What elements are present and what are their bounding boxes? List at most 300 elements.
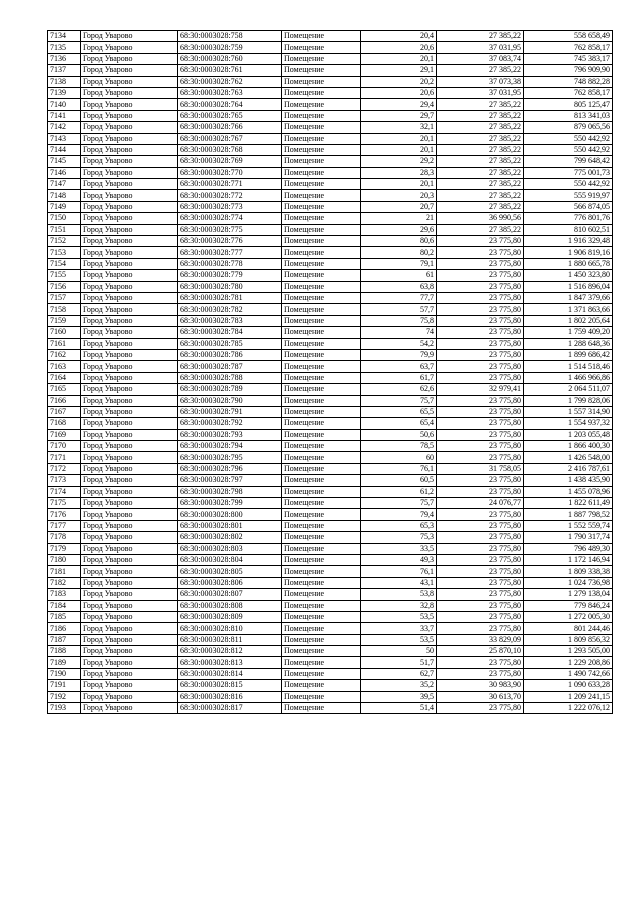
object-type-cell: Помещение [282,668,361,679]
specific-value-cell: 23 775,80 [437,236,524,247]
object-type-cell: Помещение [282,87,361,98]
row-number-cell: 7159 [48,315,81,326]
table-row [48,65,613,76]
area-cell: 63,8 [361,281,437,292]
specific-value-cell: 23 775,80 [437,338,524,349]
cadastral-value-cell: 2 064 511,07 [524,384,613,395]
cadastral-number-cell: 68:30:0003028:783 [178,315,282,326]
cadastral-number-cell: 68:30:0003028:760 [178,53,282,64]
specific-value-cell: 23 775,80 [437,247,524,258]
specific-value-cell: 23 775,80 [437,395,524,406]
specific-value-cell: 37 031,95 [437,87,524,98]
table-row [48,224,613,235]
specific-value-cell: 24 076,77 [437,498,524,509]
table-row [48,680,613,691]
table-row [48,270,613,281]
object-type-cell: Помещение [282,213,361,224]
cadastral-number-cell: 68:30:0003028:806 [178,577,282,588]
specific-value-cell: 32 979,41 [437,384,524,395]
area-cell: 29,2 [361,156,437,167]
cadastral-value-cell: 1 222 076,12 [524,703,613,714]
row-number-cell: 7148 [48,190,81,201]
table-row [48,543,613,554]
locality-cell: Город Уварово [81,87,178,98]
row-number-cell: 7149 [48,201,81,212]
cadastral-number-cell: 68:30:0003028:792 [178,418,282,429]
row-number-cell: 7160 [48,327,81,338]
cadastral-number-cell: 68:30:0003028:790 [178,395,282,406]
cadastral-value-cell: 1 279 138,04 [524,589,613,600]
specific-value-cell: 23 775,80 [437,441,524,452]
table-row [48,179,613,190]
cadastral-value-cell: 762 858,17 [524,42,613,53]
object-type-cell: Помещение [282,589,361,600]
locality-cell: Город Уварово [81,190,178,201]
specific-value-cell: 23 775,80 [437,349,524,360]
specific-value-cell: 27 385,22 [437,144,524,155]
row-number-cell: 7147 [48,179,81,190]
object-type-cell: Помещение [282,122,361,133]
specific-value-cell: 31 758,05 [437,463,524,474]
table-row [48,99,613,110]
area-cell: 20,6 [361,42,437,53]
area-cell: 75,7 [361,498,437,509]
cadastral-number-cell: 68:30:0003028:791 [178,406,282,417]
cadastral-value-cell: 801 244,46 [524,623,613,634]
area-cell: 75,8 [361,315,437,326]
locality-cell: Город Уварово [81,65,178,76]
area-cell: 74 [361,327,437,338]
cadastral-value-cell: 1 822 611,49 [524,498,613,509]
cadastral-value-cell: 1 293 505,00 [524,646,613,657]
row-number-cell: 7179 [48,543,81,554]
locality-cell: Город Уварово [81,384,178,395]
cadastral-number-cell: 68:30:0003028:787 [178,361,282,372]
specific-value-cell: 23 775,80 [437,418,524,429]
area-cell: 33,7 [361,623,437,634]
object-type-cell: Помещение [282,338,361,349]
row-number-cell: 7174 [48,486,81,497]
object-type-cell: Помещение [282,520,361,531]
cadastral-value-cell: 775 001,73 [524,167,613,178]
row-number-cell: 7152 [48,236,81,247]
area-cell: 63,7 [361,361,437,372]
table-row [48,406,613,417]
area-cell: 80,6 [361,236,437,247]
object-type-cell: Помещение [282,441,361,452]
area-cell: 35,2 [361,680,437,691]
cadastral-value-cell: 810 602,51 [524,224,613,235]
cadastral-value-cell: 1 847 379,66 [524,292,613,303]
table-row [48,703,613,714]
specific-value-cell: 23 775,80 [437,258,524,269]
locality-cell: Город Уварово [81,463,178,474]
cadastral-number-cell: 68:30:0003028:798 [178,486,282,497]
table-row [48,156,613,167]
locality-cell: Город Уварово [81,281,178,292]
row-number-cell: 7135 [48,42,81,53]
cadastral-number-cell: 68:30:0003028:765 [178,110,282,121]
area-cell: 20,1 [361,144,437,155]
specific-value-cell: 23 775,80 [437,543,524,554]
table-row [48,486,613,497]
area-cell: 65,3 [361,520,437,531]
table-row [48,133,613,144]
object-type-cell: Помещение [282,498,361,509]
object-type-cell: Помещение [282,258,361,269]
table-row [48,87,613,98]
locality-cell: Город Уварово [81,258,178,269]
object-type-cell: Помещение [282,532,361,543]
table-row [48,304,613,315]
table-row [48,691,613,702]
row-number-cell: 7190 [48,668,81,679]
cadastral-number-cell: 68:30:0003028:804 [178,554,282,565]
area-cell: 50,6 [361,429,437,440]
object-type-cell: Помещение [282,315,361,326]
row-number-cell: 7168 [48,418,81,429]
specific-value-cell: 23 775,80 [437,532,524,543]
cadastral-value-cell: 1 802 205,64 [524,315,613,326]
cadastral-value-cell: 1 809 856,32 [524,634,613,645]
row-number-cell: 7150 [48,213,81,224]
specific-value-cell: 23 775,80 [437,623,524,634]
cadastral-number-cell: 68:30:0003028:807 [178,589,282,600]
area-cell: 61,2 [361,486,437,497]
area-cell: 76,1 [361,463,437,474]
area-cell: 49,3 [361,554,437,565]
table-row [48,452,613,463]
specific-value-cell: 23 775,80 [437,577,524,588]
property-table [47,30,613,714]
area-cell: 53,5 [361,611,437,622]
row-number-cell: 7134 [48,31,81,42]
cadastral-number-cell: 68:30:0003028:805 [178,566,282,577]
cadastral-value-cell: 779 846,24 [524,600,613,611]
row-number-cell: 7188 [48,646,81,657]
area-cell: 50 [361,646,437,657]
area-cell: 75,3 [361,532,437,543]
cadastral-value-cell: 1 426 548,00 [524,452,613,463]
table-row [48,566,613,577]
cadastral-number-cell: 68:30:0003028:786 [178,349,282,360]
area-cell: 51,7 [361,657,437,668]
row-number-cell: 7167 [48,406,81,417]
locality-cell: Город Уварово [81,213,178,224]
row-number-cell: 7170 [48,441,81,452]
area-cell: 60,5 [361,475,437,486]
cadastral-value-cell: 1 229 208,86 [524,657,613,668]
locality-cell: Город Уварово [81,668,178,679]
locality-cell: Город Уварово [81,498,178,509]
area-cell: 43,1 [361,577,437,588]
specific-value-cell: 23 775,80 [437,327,524,338]
cadastral-value-cell: 745 383,17 [524,53,613,64]
object-type-cell: Помещение [282,657,361,668]
row-number-cell: 7185 [48,611,81,622]
area-cell: 62,6 [361,384,437,395]
specific-value-cell: 27 385,22 [437,110,524,121]
area-cell: 77,7 [361,292,437,303]
table-row [48,213,613,224]
specific-value-cell: 37 073,38 [437,76,524,87]
specific-value-cell: 30 613,70 [437,691,524,702]
object-type-cell: Помещение [282,475,361,486]
area-cell: 20,1 [361,179,437,190]
locality-cell: Город Уварово [81,452,178,463]
table-row [48,292,613,303]
area-cell: 78,5 [361,441,437,452]
area-cell: 29,4 [361,99,437,110]
area-cell: 32,1 [361,122,437,133]
locality-cell: Город Уварово [81,486,178,497]
specific-value-cell: 27 385,22 [437,65,524,76]
row-number-cell: 7145 [48,156,81,167]
table-row [48,623,613,634]
cadastral-number-cell: 68:30:0003028:817 [178,703,282,714]
row-number-cell: 7181 [48,566,81,577]
locality-cell: Город Уварово [81,315,178,326]
row-number-cell: 7157 [48,292,81,303]
object-type-cell: Помещение [282,133,361,144]
area-cell: 79,4 [361,509,437,520]
cadastral-value-cell: 1 916 329,48 [524,236,613,247]
object-type-cell: Помещение [282,554,361,565]
area-cell: 33,5 [361,543,437,554]
row-number-cell: 7173 [48,475,81,486]
cadastral-number-cell: 68:30:0003028:785 [178,338,282,349]
cadastral-number-cell: 68:30:0003028:763 [178,87,282,98]
locality-cell: Город Уварово [81,623,178,634]
cadastral-number-cell: 68:30:0003028:789 [178,384,282,395]
cadastral-value-cell: 1 906 819,16 [524,247,613,258]
specific-value-cell: 23 775,80 [437,475,524,486]
specific-value-cell: 23 775,80 [437,668,524,679]
cadastral-number-cell: 68:30:0003028:813 [178,657,282,668]
cadastral-value-cell: 1 371 863,66 [524,304,613,315]
locality-cell: Город Уварово [81,327,178,338]
locality-cell: Город Уварово [81,156,178,167]
locality-cell: Город Уварово [81,657,178,668]
object-type-cell: Помещение [282,429,361,440]
locality-cell: Город Уварово [81,304,178,315]
table-row [48,441,613,452]
cadastral-value-cell: 1 024 736,98 [524,577,613,588]
locality-cell: Город Уварово [81,554,178,565]
cadastral-value-cell: 1 809 338,38 [524,566,613,577]
area-cell: 61,7 [361,372,437,383]
cadastral-value-cell: 1 466 966,86 [524,372,613,383]
cadastral-number-cell: 68:30:0003028:809 [178,611,282,622]
specific-value-cell: 27 385,22 [437,31,524,42]
specific-value-cell: 27 385,22 [437,122,524,133]
object-type-cell: Помещение [282,110,361,121]
cadastral-value-cell: 1 799 828,06 [524,395,613,406]
specific-value-cell: 23 775,80 [437,315,524,326]
row-number-cell: 7151 [48,224,81,235]
row-number-cell: 7169 [48,429,81,440]
cadastral-value-cell: 1 209 241,15 [524,691,613,702]
specific-value-cell: 23 775,80 [437,429,524,440]
object-type-cell: Помещение [282,623,361,634]
specific-value-cell: 27 385,22 [437,133,524,144]
table-row [48,600,613,611]
object-type-cell: Помещение [282,680,361,691]
cadastral-value-cell: 1 759 409,20 [524,327,613,338]
row-number-cell: 7166 [48,395,81,406]
locality-cell: Город Уварово [81,270,178,281]
locality-cell: Город Уварово [81,611,178,622]
cadastral-value-cell: 762 858,17 [524,87,613,98]
specific-value-cell: 23 775,80 [437,452,524,463]
cadastral-number-cell: 68:30:0003028:797 [178,475,282,486]
row-number-cell: 7192 [48,691,81,702]
table-row [48,31,613,42]
area-cell: 20,4 [361,31,437,42]
row-number-cell: 7189 [48,657,81,668]
row-number-cell: 7180 [48,554,81,565]
table-row [48,247,613,258]
cadastral-value-cell: 796 489,30 [524,543,613,554]
cadastral-number-cell: 68:30:0003028:794 [178,441,282,452]
area-cell: 60 [361,452,437,463]
specific-value-cell: 23 775,80 [437,509,524,520]
object-type-cell: Помещение [282,179,361,190]
row-number-cell: 7164 [48,372,81,383]
locality-cell: Город Уварово [81,76,178,87]
row-number-cell: 7183 [48,589,81,600]
object-type-cell: Помещение [282,31,361,42]
cadastral-number-cell: 68:30:0003028:815 [178,680,282,691]
cadastral-value-cell: 799 648,42 [524,156,613,167]
table-row [48,429,613,440]
table-row [48,384,613,395]
specific-value-cell: 23 775,80 [437,486,524,497]
specific-value-cell: 23 775,80 [437,520,524,531]
object-type-cell: Помещение [282,224,361,235]
specific-value-cell: 25 870,10 [437,646,524,657]
cadastral-value-cell: 879 065,56 [524,122,613,133]
specific-value-cell: 27 385,22 [437,190,524,201]
cadastral-number-cell: 68:30:0003028:782 [178,304,282,315]
object-type-cell: Помещение [282,703,361,714]
locality-cell: Город Уварово [81,31,178,42]
row-number-cell: 7143 [48,133,81,144]
specific-value-cell: 23 775,80 [437,372,524,383]
specific-value-cell: 23 775,80 [437,703,524,714]
specific-value-cell: 30 983,90 [437,680,524,691]
cadastral-number-cell: 68:30:0003028:770 [178,167,282,178]
cadastral-number-cell: 68:30:0003028:758 [178,31,282,42]
table-row [48,349,613,360]
cadastral-value-cell: 748 882,28 [524,76,613,87]
locality-cell: Город Уварово [81,247,178,258]
table-row [48,418,613,429]
cadastral-value-cell: 1 514 518,46 [524,361,613,372]
cadastral-number-cell: 68:30:0003028:769 [178,156,282,167]
row-number-cell: 7162 [48,349,81,360]
locality-cell: Город Уварово [81,577,178,588]
specific-value-cell: 23 775,80 [437,281,524,292]
specific-value-cell: 27 385,22 [437,179,524,190]
table-row [48,395,613,406]
locality-cell: Город Уварово [81,543,178,554]
cadastral-value-cell: 2 416 787,61 [524,463,613,474]
specific-value-cell: 33 829,09 [437,634,524,645]
area-cell: 65,4 [361,418,437,429]
cadastral-value-cell: 1 899 686,42 [524,349,613,360]
table-row [48,76,613,87]
table-row [48,372,613,383]
cadastral-number-cell: 68:30:0003028:776 [178,236,282,247]
locality-cell: Город Уварово [81,361,178,372]
area-cell: 21 [361,213,437,224]
cadastral-value-cell: 796 909,90 [524,65,613,76]
cadastral-value-cell: 550 442,92 [524,144,613,155]
object-type-cell: Помещение [282,236,361,247]
specific-value-cell: 23 775,80 [437,589,524,600]
specific-value-cell: 23 775,80 [437,554,524,565]
specific-value-cell: 36 990,56 [437,213,524,224]
locality-cell: Город Уварово [81,236,178,247]
cadastral-number-cell: 68:30:0003028:773 [178,201,282,212]
table-row [48,509,613,520]
area-cell: 53,8 [361,589,437,600]
row-number-cell: 7142 [48,122,81,133]
object-type-cell: Помещение [282,384,361,395]
cadastral-value-cell: 1 866 400,30 [524,441,613,452]
table-row [48,611,613,622]
cadastral-value-cell: 1 288 648,36 [524,338,613,349]
table-row [48,201,613,212]
object-type-cell: Помещение [282,304,361,315]
object-type-cell: Помещение [282,566,361,577]
cadastral-number-cell: 68:30:0003028:768 [178,144,282,155]
locality-cell: Город Уварово [81,144,178,155]
locality-cell: Город Уварово [81,406,178,417]
cadastral-value-cell: 558 658,49 [524,31,613,42]
cadastral-number-cell: 68:30:0003028:812 [178,646,282,657]
cadastral-value-cell: 550 442,92 [524,179,613,190]
cadastral-number-cell: 68:30:0003028:793 [178,429,282,440]
object-type-cell: Помещение [282,167,361,178]
object-type-cell: Помещение [282,577,361,588]
cadastral-number-cell: 68:30:0003028:800 [178,509,282,520]
cadastral-value-cell: 550 442,92 [524,133,613,144]
cadastral-value-cell: 1 490 742,66 [524,668,613,679]
cadastral-value-cell: 1 272 005,30 [524,611,613,622]
object-type-cell: Помещение [282,201,361,212]
object-type-cell: Помещение [282,600,361,611]
area-cell: 29,1 [361,65,437,76]
row-number-cell: 7175 [48,498,81,509]
object-type-cell: Помещение [282,292,361,303]
area-cell: 65,5 [361,406,437,417]
table-row [48,646,613,657]
object-type-cell: Помещение [282,646,361,657]
cadastral-number-cell: 68:30:0003028:799 [178,498,282,509]
cadastral-number-cell: 68:30:0003028:811 [178,634,282,645]
area-cell: 29,7 [361,110,437,121]
row-number-cell: 7137 [48,65,81,76]
table-row [48,554,613,565]
object-type-cell: Помещение [282,543,361,554]
cadastral-value-cell: 1 438 435,90 [524,475,613,486]
object-type-cell: Помещение [282,156,361,167]
locality-cell: Город Уварово [81,429,178,440]
specific-value-cell: 27 385,22 [437,224,524,235]
locality-cell: Город Уварово [81,122,178,133]
